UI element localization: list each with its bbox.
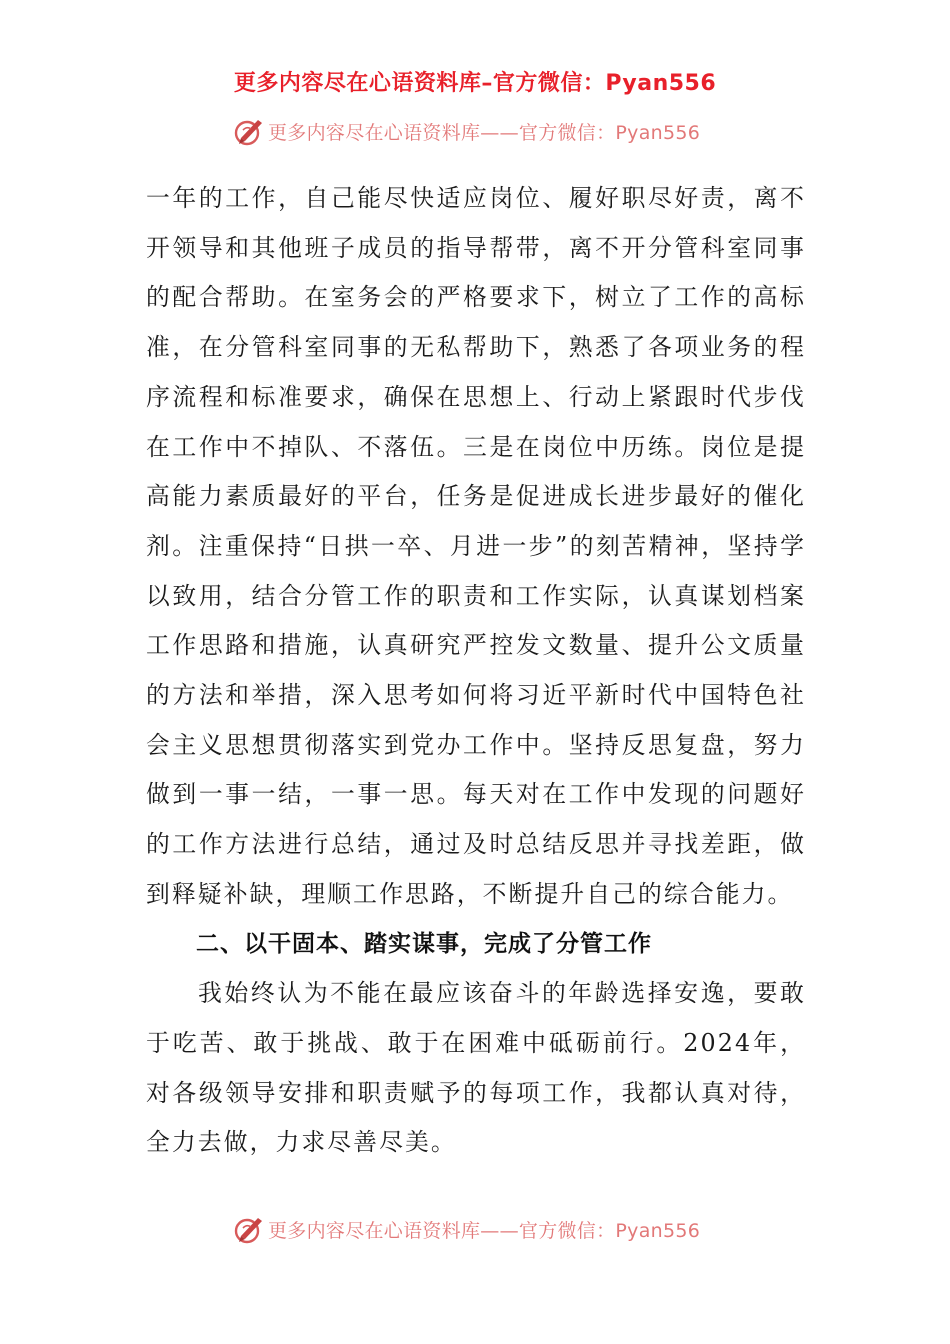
watermark-text: 更多内容尽在心语资料库——官方微信：Pyan556 <box>268 121 701 144</box>
body-paragraph: 我始终认为不能在最应该奋斗的年龄选择安逸，要敢于吃苦、敢于挑战、敢于在困难中砥砺前行。2024年，对各级领导安排和职责赋予的每项工作，我都认真对待，全力去做，力求尽善尽美。 <box>146 979 806 1157</box>
header-banner: 更多内容尽在心语资料库–官方微信：Pyan556 <box>233 71 717 96</box>
section-heading: 二、以干固本、踏实谋事，完成了分管工作 <box>196 930 652 957</box>
document-body <box>146 174 806 1168</box>
watermark-top <box>232 114 700 148</box>
watermark-text: 更多内容尽在心语资料库——官方微信：Pyan556 <box>268 1219 701 1242</box>
watermark-bottom <box>232 1212 700 1246</box>
pen-logo-icon <box>232 1212 266 1246</box>
pen-logo-icon <box>232 114 266 148</box>
body-paragraph: 一年的工作，自己能尽快适应岗位、履好职尽好责，离不开领导和其他班子成员的指导帮带，离不开分管科室同事的配合帮助。在室务会的严格要求下，树立了工作的高标准，在分管科室同事的无私帮助下，熟悉了各项业务的程序流程和标准要求，确保在思想上、行动上紧跟时代步伐在工作中不掉队、不落伍。三是在岗位中历练。岗位是提高能力素质最好的平台，任务是促进成长进步最好的催化剂。注重保持“日拱一卒、月进一步”的刻苦精神，坚持学以致用，结合分管工作的职责和工作实际，认真谋划档案工作思路和措施，认真研究严控发文数量、提升公文质量的方法和举措，深入思考如何将习近平新时代中国特色社会主义思想贯彻落实到党办工作中。坚持反思复盘，努力做到一事一结，一事一思。每天对在工作中发现的问题好的工作方法进行总结，通过及时总结反思并寻找差距，做到释疑补缺，理顺工作思路，不断提升自己的综合能力。 <box>146 184 806 908</box>
